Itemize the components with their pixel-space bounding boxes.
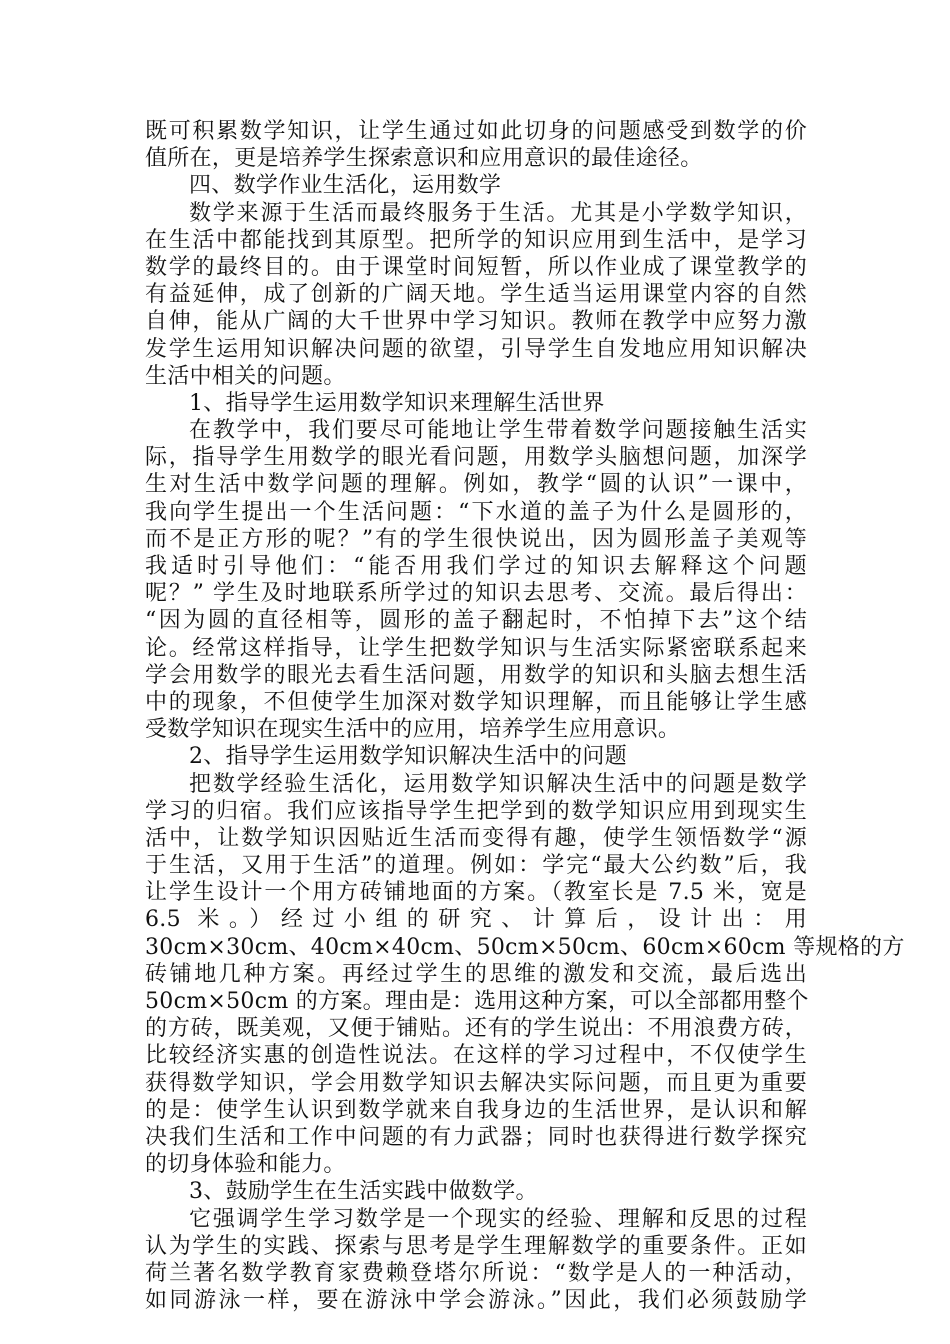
text-line: “因为圆的直径相等，圆形的盖子翻起时，不怕掉下去”这个结 <box>145 608 807 634</box>
text-line: 的是：使学生认识到数学就来自我身边的生活世界，是认识和解 <box>145 1097 807 1123</box>
text-line: 数学来源于生活而最终服务于生活。尤其是小学数学知识， <box>189 200 807 226</box>
text-line: 它强调学生学习数学是一个现实的经验、理解和反思的过程 <box>189 1206 807 1232</box>
text-line: 的方砖，既美观，又便于铺贴。还有的学生说出：不用浪费方砖， <box>145 1016 807 1042</box>
text-line: 学习的归宿。我们应该指导学生把学到的数学知识应用到现实生 <box>145 798 807 824</box>
text-line: 在生活中都能找到其原型。把所学的知识应用到生活中，是学习 <box>145 227 807 253</box>
text-line: 际，指导学生用数学的眼光看问题，用数学头脑想问题，加深学 <box>145 445 807 471</box>
text-line: 我适时引导他们：“能否用我们学过的知识去解释这个问题 <box>145 554 807 579</box>
text-line: 论。经常这样指导，让学生把数学知识与生活实际紧密联系起来 <box>145 635 807 661</box>
text-line: 发学生运用知识解决问题的欲望，引导学生自发地应用知识解决 <box>145 336 807 362</box>
text-line: 2、指导学生运用数学知识解决生活中的问题 <box>189 744 627 770</box>
text-line: 中的现象，不但使学生加深对数学知识理解，而且能够让学生感 <box>145 689 807 715</box>
text-line: 决我们生活和工作中问题的有力武器；同时也获得进行数学探究 <box>145 1124 807 1150</box>
text-line: 呢？” 学生及时地联系所学过的知识去思考、交流。最后得出： <box>145 581 807 607</box>
text-line: 而不是正方形的呢？”有的学生很快说出，因为圆形盖子美观等 <box>145 526 807 552</box>
text-line: 在教学中，我们要尽可能地让学生带着数学问题接触生活实 <box>189 418 807 444</box>
text-line: 值所在，更是培养学生探索意识和应用意识的最佳途径。 <box>145 146 703 172</box>
text-line: 我向学生提出一个生活问题：“下水道的盖子为什么是圆形的， <box>145 499 807 525</box>
text-line: 6.5 米。）经过小组的研究、计算后，设计出：用 <box>145 907 807 933</box>
text-line: 1、指导学生运用数学知识来理解生活世界 <box>189 390 605 416</box>
text-line: 认为学生的实践、探索与思考是学生理解数学的重要条件。正如 <box>145 1233 807 1259</box>
text-line: 生对生活中数学问题的理解。例如，教学“圆的认识”一课中， <box>145 472 807 498</box>
text-line: 既可积累数学知识，让学生通过如此切身的问题感受到数学的价 <box>145 119 807 144</box>
text-line: 生活中相关的问题。 <box>145 363 346 389</box>
text-line: 的切身体验和能力。 <box>145 1152 346 1178</box>
text-line: 自伸，能从广阔的大千世界中学习知识。教师在教学中应努力激 <box>145 309 807 335</box>
document-page <box>145 118 905 1314</box>
text-line: 于生活，又用于生活”的道理。例如：学完“最大公约数”后，我 <box>145 853 807 879</box>
text-line: 比较经济实惠的创造性说法。在这样的学习过程中，不仅使学生 <box>145 1043 807 1069</box>
text-line: 50cm×50cm 的方案。理由是：选用这种方案，可以全部都用整个 <box>145 989 809 1014</box>
text-line: 荷兰著名数学教育家费赖登塔尔所说：“数学是人的一种活动， <box>145 1260 807 1286</box>
text-line: 学会用数学的眼光去看生活问题，用数学的知识和头脑去想生活 <box>145 662 807 688</box>
text-line: 3、鼓励学生在生活实践中做数学。 <box>189 1179 538 1205</box>
text-line: 让学生设计一个用方砖铺地面的方案。（教室长是 7.5 米，宽是 <box>145 880 807 906</box>
text-line: 把数学经验生活化，运用数学知识解决生活中的问题是数学 <box>189 771 807 797</box>
text-line: 获得数学知识，学会用数学知识去解决实际问题，而且更为重要 <box>145 1070 807 1096</box>
text-line: 四、数学作业生活化，运用数学 <box>189 173 502 199</box>
text-line: 活中，让数学知识因贴近生活而变得有趣，使学生领悟数学“源 <box>145 825 807 851</box>
text-line: 如同游泳一样，要在游泳中学会游泳。”因此，我们必须鼓励学 <box>145 1288 807 1314</box>
text-line: 数学的最终目的。由于课堂时间短暂，所以作业成了课堂教学的 <box>145 254 807 280</box>
text-line: 受数学知识在现实生活中的应用，培养学生应用意识。 <box>145 717 681 743</box>
text-line: 30cm×30cm、40cm×40cm、50cm×50cm、60cm×60cm 等规格的方 <box>145 934 905 960</box>
text-line: 有益延伸，成了创新的广阔天地。学生适当运用课堂内容的自然 <box>145 282 807 308</box>
text-line: 砖铺地几种方案。再经过学生的思维的激发和交流，最后选出 <box>145 961 807 987</box>
